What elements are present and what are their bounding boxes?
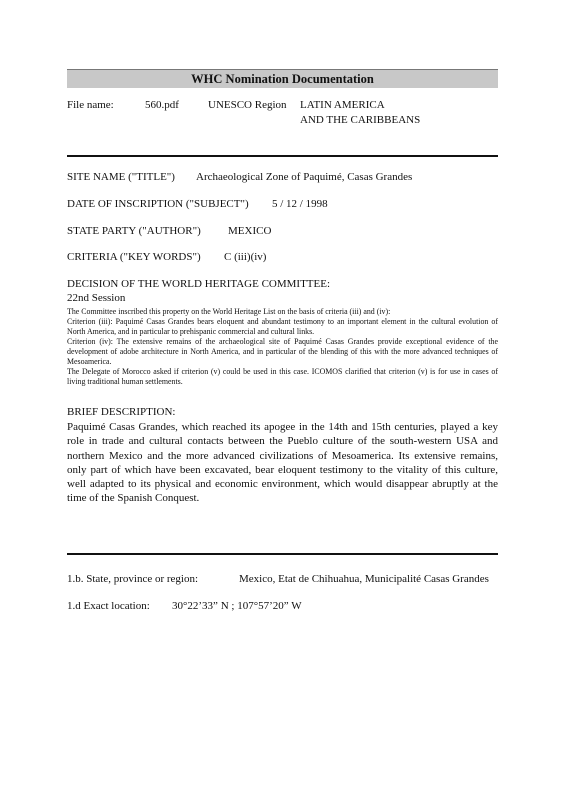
session-label: 22nd Session — [67, 292, 126, 304]
criteria-value: C (iii)(iv) — [224, 251, 267, 263]
decision-heading: DECISION OF THE WORLD HERITAGE COMMITTEE: — [67, 278, 331, 290]
region-label: UNESCO Region — [208, 99, 287, 111]
state-province-label: 1.b. State, province or region: — [67, 573, 199, 585]
decision-paragraph: The Delegate of Morocco asked if criterion (v) could be used in this case. ICOMOS clarified that criterion (v) is for use in cases of living traditional human settlements. — [67, 367, 498, 386]
file-name-label: File name: — [67, 99, 114, 111]
decision-paragraph: Criterion (iv): The extensive remains of the archaeological site of Paquimé Casas Grandes provide exceptional evidence of the development of adobe architecture in North America, and in particular of the blending of this with the more advanced techniques of Mesoamerica. — [67, 337, 498, 366]
state-party-value: MEXICO — [228, 225, 272, 237]
state-province-value: Mexico, Etat de Chihuahua, Municipalité Casas Grandes — [239, 573, 489, 585]
file-name-value: 560.pdf — [145, 99, 179, 111]
site-name-label: SITE NAME ("TITLE") — [67, 171, 175, 183]
decision-paragraph: The Committee inscribed this property on the World Heritage List on the basis of criteria (iii) and (iv): — [67, 307, 391, 316]
document-title: WHC Nomination Documentation — [67, 69, 498, 88]
inscription-value: 5 / 12 / 1998 — [272, 198, 328, 210]
brief-description-text: Paquimé Casas Grandes, which reached its apogee in the 14th and 15th centuries, played a key role in trade and cultural contacts between the Pueblo culture of the south-western USA and northern Mexico and the more advanced civilizations of Mesoamerica. Its extensive remains, only part of which have been excavated, bear eloquent testimony to the vitality of this culture, well adapted to its physical and economic environment, which would disappear abruptly at the time of the Spanish Conquest. — [67, 421, 498, 505]
section-divider — [67, 553, 498, 555]
exact-location-label: 1.d Exact location: — [67, 600, 150, 612]
decision-paragraph: Criterion (iii): Paquimé Casas Grandes bears eloquent and abundant testimony to an important element in the cultural evolution of North America, and in particular to prehispanic commercial and cultural links. — [67, 317, 498, 336]
site-name-value: Archaeological Zone of Paquimé, Casas Grandes — [196, 171, 413, 183]
decision-text — [67, 307, 498, 387]
criteria-label: CRITERIA ("KEY WORDS") — [67, 251, 201, 263]
region-value-line1: LATIN AMERICA — [300, 99, 385, 111]
header-divider — [67, 155, 498, 157]
region-value-line2: AND THE CARIBBEANS — [300, 114, 421, 126]
state-party-label: STATE PARTY ("AUTHOR") — [67, 225, 201, 237]
inscription-label: DATE OF INSCRIPTION ("SUBJECT") — [67, 198, 249, 210]
brief-description-heading: BRIEF DESCRIPTION: — [67, 406, 176, 418]
exact-location-value: 30°22’33” N ; 107°57’20” W — [172, 600, 302, 612]
